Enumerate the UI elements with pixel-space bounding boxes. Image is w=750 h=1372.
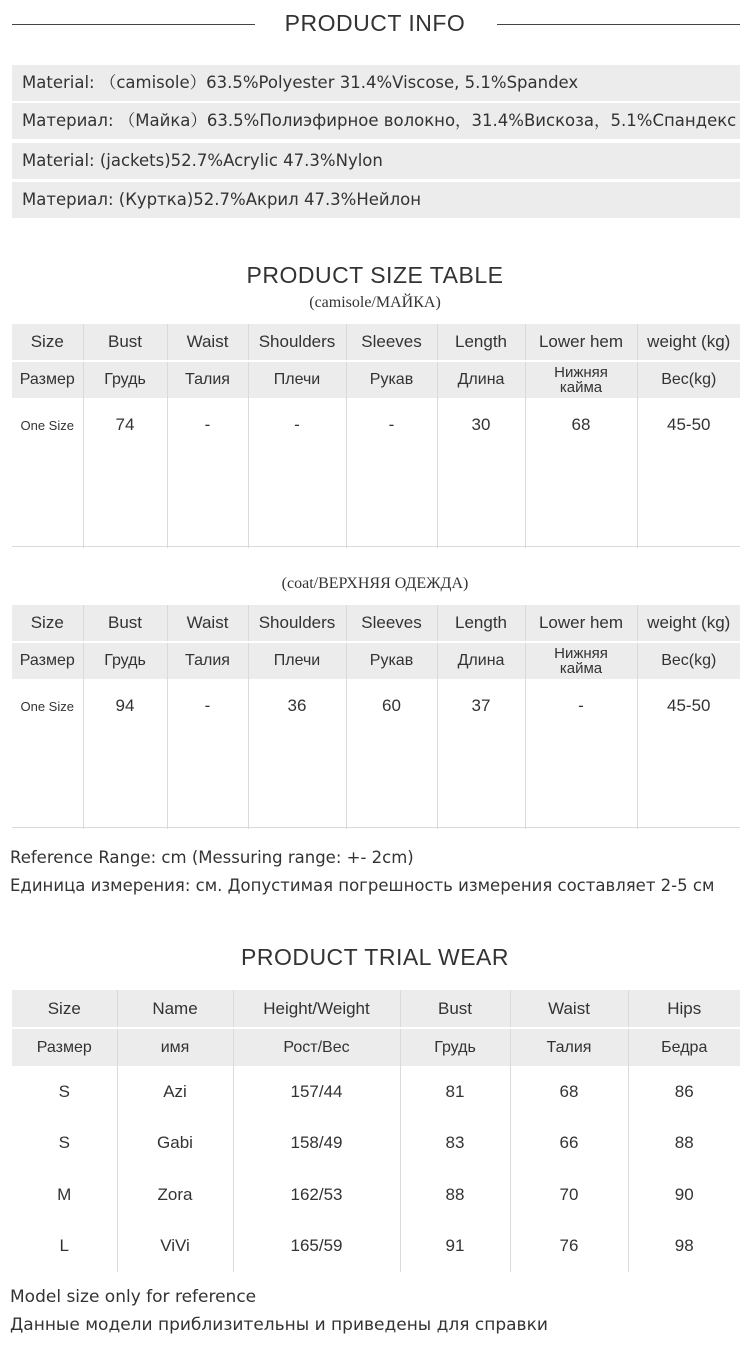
col-lower-hem: Lower hem [525, 324, 637, 361]
trial-cell-height-weight: 157/44 [233, 1066, 400, 1118]
col-shoulders: Shoulders [248, 324, 346, 361]
col-sleeves-ru: Рукав [346, 361, 437, 398]
trial-header-row-en [12, 990, 740, 1028]
table-bottom-border [12, 827, 740, 829]
material-row-jacket-ru: Материал: (Куртка)52.7%Акрил 47.3%Нейлон [12, 182, 740, 218]
cell-weight: 45-50 [637, 398, 740, 546]
table-row [12, 398, 740, 546]
trial-col-size-ru: Размер [12, 1028, 117, 1066]
col-size-ru: Размер [12, 642, 83, 679]
trial-wear-table [12, 990, 740, 1272]
camisole-subtitle: (camisole/МАЙКА) [309, 294, 441, 311]
size-table-title: PRODUCT SIZE TABLE [246, 262, 504, 288]
header-row-ru [12, 361, 740, 398]
product-info-header [0, 2, 750, 42]
col-bust-ru: Грудь [83, 642, 167, 679]
trial-cell-name: Gabi [117, 1118, 233, 1170]
cell-weight: 45-50 [637, 679, 740, 827]
col-length-ru: Длина [437, 361, 525, 398]
cell-lower-hem: 68 [525, 398, 637, 546]
trial-col-waist: Waist [510, 990, 628, 1028]
col-length: Length [437, 605, 525, 642]
col-length-ru: Длина [437, 642, 525, 679]
col-lower-hem: Lower hem [525, 605, 637, 642]
col-weight-ru: Вес(kg) [637, 642, 740, 679]
cell-size: One Size [20, 699, 74, 714]
trial-cell-waist: 66 [510, 1118, 628, 1170]
col-size: Size [12, 605, 83, 642]
cell-size: One Size [20, 418, 74, 433]
table-row [12, 679, 740, 827]
col-sleeves: Sleeves [346, 605, 437, 642]
trial-cell-waist: 70 [510, 1169, 628, 1221]
product-info-title: PRODUCT INFO [284, 10, 466, 36]
trial-cell-bust: 88 [400, 1169, 510, 1221]
trial-cell-hips: 90 [628, 1169, 740, 1221]
table-row [12, 1169, 740, 1221]
trial-cell-size: S [58, 1081, 70, 1101]
cell-waist: - [167, 398, 248, 546]
cell-waist: - [167, 679, 248, 827]
trial-cell-size: L [59, 1236, 69, 1256]
trial-cell-hips: 88 [628, 1118, 740, 1170]
trial-cell-height-weight: 162/53 [233, 1169, 400, 1221]
col-waist-ru: Талия [167, 361, 248, 398]
trial-col-height-weight: Height/Weight [233, 990, 400, 1028]
col-sleeves: Sleeves [346, 324, 437, 361]
trial-cell-waist: 68 [510, 1066, 628, 1118]
cell-shoulders: - [248, 398, 346, 546]
material-row-jacket-en: Material: (jackets)52.7%Acrylic 47.3%Nylon [12, 143, 740, 179]
trial-col-height-weight-ru: Рост/Вес [233, 1028, 400, 1066]
col-lower-hem-ru: Нижняя кайма [525, 642, 637, 679]
col-bust: Bust [83, 605, 167, 642]
col-weight: weight (kg) [637, 605, 740, 642]
material-row-camisole-ru: Материал: （Майка）63.5%Полиэфирное волокно，31.4%Вискоза，5.1%Спандекс [12, 103, 740, 139]
col-shoulders: Shoulders [248, 605, 346, 642]
col-waist: Waist [167, 605, 248, 642]
coat-subtitle: (coat/ВЕРХНЯЯ ОДЕЖДА) [281, 575, 469, 592]
trial-cell-size: M [57, 1184, 72, 1204]
header-row-en [12, 605, 740, 642]
trial-cell-bust: 83 [400, 1118, 510, 1170]
trial-cell-height-weight: 158/49 [233, 1118, 400, 1170]
col-weight-ru: Вес(kg) [637, 361, 740, 398]
trial-col-name-ru: имя [117, 1028, 233, 1066]
col-waist-ru: Талия [167, 642, 248, 679]
reference-range-en: Reference Range: cm (Messuring range: +- 2cm) [10, 848, 414, 867]
cell-bust: 74 [83, 398, 167, 546]
trial-cell-hips: 86 [628, 1066, 740, 1118]
trial-wear-title: PRODUCT TRIAL WEAR [241, 944, 509, 970]
col-lower-hem-ru: Нижняя кайма [525, 361, 637, 398]
reference-range-ru: Единица измерения: см. Допустимая погрешность измерения составляет 2-5 см [10, 876, 715, 895]
col-shoulders-ru: Плечи [248, 642, 346, 679]
model-note-en: Model size only for reference [10, 1287, 257, 1307]
trial-cell-name: Azi [117, 1066, 233, 1118]
trial-col-waist-ru: Талия [510, 1028, 628, 1066]
cell-lower-hem: - [525, 679, 637, 827]
table-row [12, 1066, 740, 1118]
col-size: Size [12, 324, 83, 361]
trial-cell-hips: 98 [628, 1221, 740, 1273]
header-row-ru [12, 642, 740, 679]
cell-sleeves: 60 [346, 679, 437, 827]
col-bust: Bust [83, 324, 167, 361]
table-row [12, 1221, 740, 1273]
cell-length: 37 [437, 679, 525, 827]
col-waist: Waist [167, 324, 248, 361]
trial-cell-bust: 91 [400, 1221, 510, 1273]
col-size-ru: Размер [12, 361, 83, 398]
header-row-en [12, 324, 740, 361]
trial-cell-name: ViVi [117, 1221, 233, 1273]
col-bust-ru: Грудь [83, 361, 167, 398]
trial-col-size: Size [12, 990, 117, 1028]
trial-col-bust: Bust [400, 990, 510, 1028]
table-row [12, 1118, 740, 1170]
trial-header-row-ru [12, 1028, 740, 1066]
trial-cell-waist: 76 [510, 1221, 628, 1273]
cell-length: 30 [437, 398, 525, 546]
cell-shoulders: 36 [248, 679, 346, 827]
material-row-camisole-en: Material: （camisole）63.5%Polyester 31.4%Viscose, 5.1%Spandex [12, 65, 740, 101]
trial-col-bust-ru: Грудь [400, 1028, 510, 1066]
trial-col-hips-ru: Бедра [628, 1028, 740, 1066]
trial-cell-bust: 81 [400, 1066, 510, 1118]
table-bottom-border [12, 546, 740, 548]
col-sleeves-ru: Рукав [346, 642, 437, 679]
header-line-right [497, 24, 740, 25]
trial-cell-size: S [58, 1133, 70, 1153]
coat-size-table [12, 605, 740, 829]
trial-col-hips: Hips [628, 990, 740, 1028]
trial-cell-height-weight: 165/59 [233, 1221, 400, 1273]
camisole-size-table [12, 324, 740, 548]
model-note-ru: Данные модели приблизительны и приведены для справки [10, 1315, 548, 1335]
col-shoulders-ru: Плечи [248, 361, 346, 398]
col-length: Length [437, 324, 525, 361]
col-weight: weight (kg) [637, 324, 740, 361]
trial-cell-name: Zora [117, 1169, 233, 1221]
cell-sleeves: - [346, 398, 437, 546]
trial-col-name: Name [117, 990, 233, 1028]
cell-bust: 94 [83, 679, 167, 827]
